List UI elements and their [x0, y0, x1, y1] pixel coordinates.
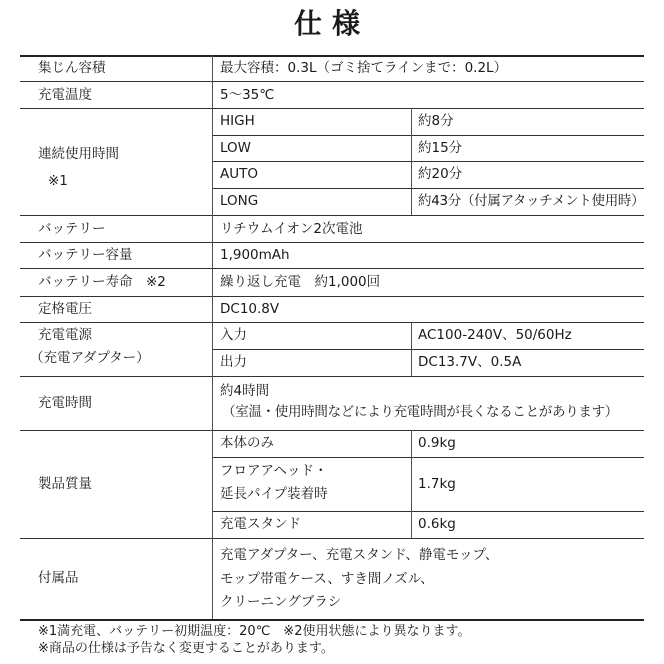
footnote-1: ※1満充電、バッテリー初期温度：20℃ ※2使用状態により異なります。	[38, 624, 471, 639]
row-divider	[20, 108, 644, 109]
runtime-time: 約20分	[418, 166, 463, 182]
label-battery: バッテリー	[38, 221, 106, 237]
value-output: DC13.7V、0.5A	[418, 354, 522, 370]
runtime-mode: HIGH	[220, 113, 255, 129]
value-battery-capacity: 1,900mAh	[220, 247, 290, 263]
sub-row-divider	[212, 349, 644, 350]
page-title: 仕様	[293, 7, 370, 40]
row-divider	[20, 430, 644, 431]
value-capacity: 最大容積：0.3L（ゴミ捨てラインまで：0.2L）	[220, 60, 508, 76]
row-divider	[20, 215, 644, 216]
table-bottom-rule	[20, 619, 644, 621]
label-capacity: 集じん容積	[38, 60, 106, 76]
row-divider	[20, 296, 644, 297]
label-runtime-note: ※1	[48, 173, 68, 189]
sub-row-divider	[212, 161, 644, 162]
sub-row-divider	[212, 511, 644, 512]
sub-row-divider	[212, 457, 644, 458]
row-divider	[20, 322, 644, 323]
runtime-time: 約43分（付属アタッチメント使用時）	[418, 193, 645, 209]
row-divider	[20, 81, 644, 82]
label-battery-capacity: バッテリー容量	[38, 247, 133, 263]
label-battery-life: バッテリー寿命 ※2	[38, 274, 166, 290]
runtime-mode: AUTO	[220, 166, 258, 182]
row-divider	[20, 268, 644, 269]
value-with-head: 1.7kg	[418, 476, 456, 492]
value-accessories-line2: モップ帯電ケース、すき間ノズル、	[220, 571, 434, 587]
column-divider	[212, 55, 213, 619]
sub-row-divider	[212, 135, 644, 136]
label-with-head-line2: 延長パイプ装着時	[220, 486, 328, 502]
row-divider	[20, 538, 644, 539]
row-divider	[20, 376, 644, 377]
value-charge-time-note: （室温・使用時間などにより充電時間が長くなることがあります）	[222, 404, 618, 420]
label-output: 出力	[220, 354, 247, 370]
label-weight: 製品質量	[38, 476, 92, 492]
value-input: AC100-240V、50/60Hz	[418, 327, 572, 343]
value-body-only: 0.9kg	[418, 435, 456, 451]
label-input: 入力	[220, 327, 247, 343]
value-rated-voltage: DC10.8V	[220, 301, 280, 317]
value-accessories-line3: クリーニングブラシ	[220, 594, 342, 610]
column-divider	[411, 430, 412, 538]
column-divider	[411, 322, 412, 376]
label-accessories: 付属品	[38, 570, 79, 586]
label-stand: 充電スタンド	[220, 516, 301, 532]
label-with-head: フロアアヘッド・	[220, 463, 328, 479]
value-charge-time: 約4時間	[220, 383, 270, 399]
runtime-mode: LOW	[220, 140, 252, 156]
value-battery: リチウムイオン2次電池	[220, 221, 363, 237]
label-runtime: 連続使用時間	[38, 146, 119, 162]
value-stand: 0.6kg	[418, 516, 456, 532]
footnote-2: ※商品の仕様は予告なく変更することがあります。	[38, 641, 334, 656]
runtime-time: 約15分	[418, 140, 463, 156]
sub-row-divider	[212, 188, 644, 189]
label-power-source: 充電電源	[38, 327, 92, 343]
value-accessories-line1: 充電アダプター、充電スタンド、静電モップ、	[220, 547, 499, 563]
label-body-only: 本体のみ	[220, 435, 274, 451]
row-divider	[20, 242, 644, 243]
label-charge-temp: 充電温度	[38, 87, 92, 103]
table-top-rule	[20, 55, 644, 57]
value-battery-life: 繰り返し充電 約1,000回	[220, 274, 381, 290]
label-charge-time: 充電時間	[38, 395, 92, 411]
runtime-mode: LONG	[220, 193, 259, 209]
label-rated-voltage: 定格電圧	[38, 301, 92, 317]
label-power-source-sub: （充電アダプター）	[30, 350, 150, 366]
runtime-time: 約8分	[418, 113, 454, 129]
value-charge-temp: 5〜35℃	[220, 87, 275, 103]
column-divider	[411, 108, 412, 215]
